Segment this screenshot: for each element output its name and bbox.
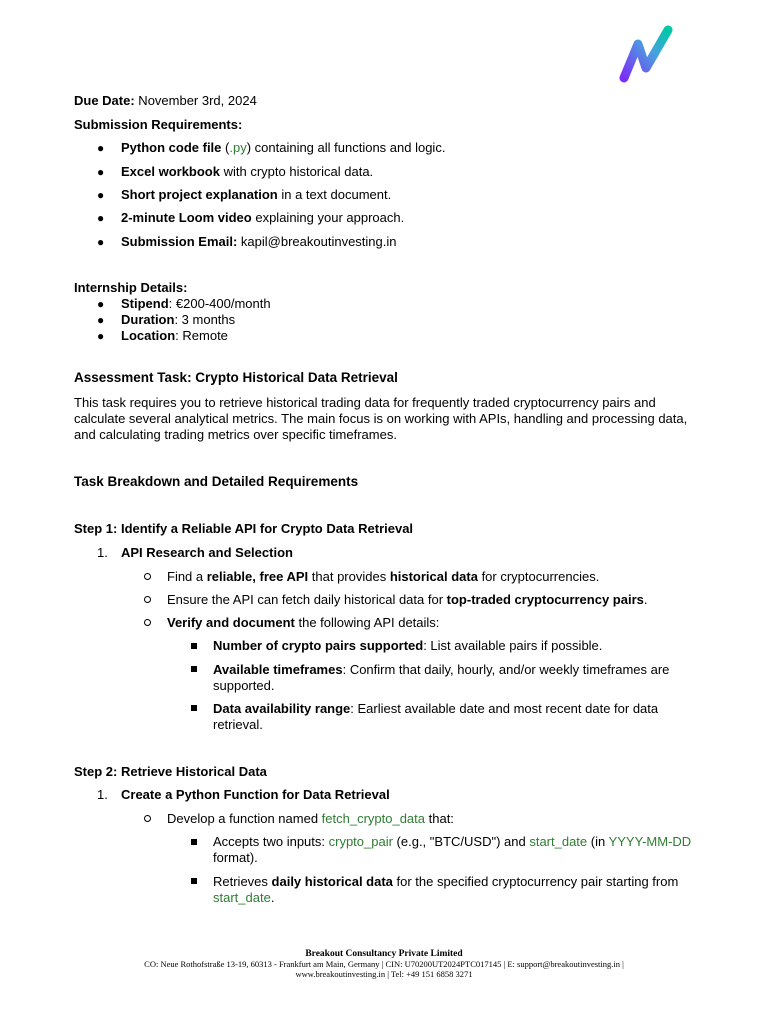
due-date — [74, 93, 257, 109]
step2-title: Step 2: Retrieve Historical Data — [74, 764, 267, 779]
footer-address: CO: Neue Rothofstraße 13-19, 60313 - Frankfurt am Main, Germany | CIN: U70200UT2024PTC017145 | E: support@breakoutinvesting.in | — [144, 959, 624, 969]
list-item: Duration: 3 months — [121, 312, 236, 327]
bullet-icon: ● — [97, 211, 105, 225]
internship-title: Internship Details: — [74, 280, 188, 295]
square-bullet-icon — [191, 878, 197, 884]
square-bullet-icon — [191, 666, 197, 672]
list-item: Accepts two inputs: crypto_pair (e.g., "BTC/USD") and start_date (in YYYY-MM-DD — [213, 834, 692, 849]
square-bullet-icon — [191, 705, 197, 711]
list-item: Location: Remote — [121, 328, 228, 343]
footer-company: Breakout Consultancy Private Limited — [305, 949, 463, 959]
circle-bullet-icon — [144, 619, 151, 626]
due-date-value: November 3rd, 2024 — [134, 93, 257, 108]
step1-subtitle: API Research and Selection — [121, 545, 293, 560]
due-date-label: Due Date: — [74, 93, 135, 108]
square-bullet-icon — [191, 839, 197, 845]
list-item: Verify and document the following API details: — [167, 615, 440, 630]
list-item: Stipend: €200-400/month — [121, 296, 271, 311]
square-bullet-icon — [191, 643, 197, 649]
circle-bullet-icon — [144, 815, 151, 822]
list-item: Develop a function named fetch_crypto_data that: — [167, 811, 454, 826]
list-number: 1. — [97, 545, 108, 560]
step2-subtitle: Create a Python Function for Data Retrieval — [121, 787, 390, 802]
bullet-icon: ● — [97, 188, 105, 202]
list-item: Data availability range: Earliest available date and most recent date for data — [213, 701, 659, 716]
bullet-icon: ● — [97, 313, 105, 327]
list-number: 1. — [97, 787, 108, 802]
list-item: Available timeframes: Confirm that daily, hourly, and/or weekly timeframes are — [213, 662, 670, 677]
brand-logo — [600, 18, 690, 88]
list-item-continuation: format). — [213, 850, 258, 865]
assessment-para-line: calculate several analytical metrics. The main focus is on working with APIs, handling and processing data, — [74, 411, 688, 426]
assessment-para-line: This task requires you to retrieve historical trading data for frequently traded cryptocurrency pairs and — [74, 395, 656, 410]
assessment-para-line: and calculating trading metrics over specific timeframes. — [74, 427, 397, 442]
email-link[interactable]: kapil@breakoutinvesting.in — [237, 234, 397, 249]
list-item: Short project explanation in a text document. — [121, 187, 392, 202]
list-item: Excel workbook with crypto historical data. — [121, 164, 374, 179]
list-item-continuation: start_date. — [213, 890, 275, 905]
list-item: Ensure the API can fetch daily historical data for top-traded cryptocurrency pairs. — [167, 592, 648, 607]
step1-title: Step 1: Identify a Reliable API for Crypto Data Retrieval — [74, 521, 414, 536]
list-item: Python code file (.py) containing all functions and logic. — [121, 140, 446, 155]
brand-logo-icon — [600, 18, 690, 88]
assessment-title: Assessment Task: Crypto Historical Data Retrieval — [74, 370, 398, 385]
circle-bullet-icon — [144, 596, 151, 603]
submission-email: Submission Email: kapil@breakoutinvesting.in — [121, 234, 397, 249]
list-item: 2-minute Loom video explaining your approach. — [121, 210, 405, 225]
bullet-icon: ● — [97, 141, 105, 155]
bullet-icon: ● — [97, 329, 105, 343]
breakdown-title: Task Breakdown and Detailed Requirements — [74, 474, 359, 489]
list-item: Number of crypto pairs supported: List available pairs if possible. — [213, 638, 603, 653]
circle-bullet-icon — [144, 573, 151, 580]
list-item: Find a reliable, free API that provides historical data for cryptocurrencies. — [167, 569, 600, 584]
list-item-continuation: retrieval. — [213, 717, 263, 732]
bullet-icon: ● — [97, 235, 105, 249]
bullet-icon: ● — [97, 165, 105, 179]
list-item: Retrieves daily historical data for the specified cryptocurrency pair starting from — [213, 874, 679, 889]
list-item-continuation: supported. — [213, 678, 275, 693]
submission-title: Submission Requirements: — [74, 117, 243, 132]
footer-web: www.breakoutinvesting.in | Tel: +49 151 6858 3271 — [295, 969, 473, 979]
bullet-icon: ● — [97, 297, 105, 311]
